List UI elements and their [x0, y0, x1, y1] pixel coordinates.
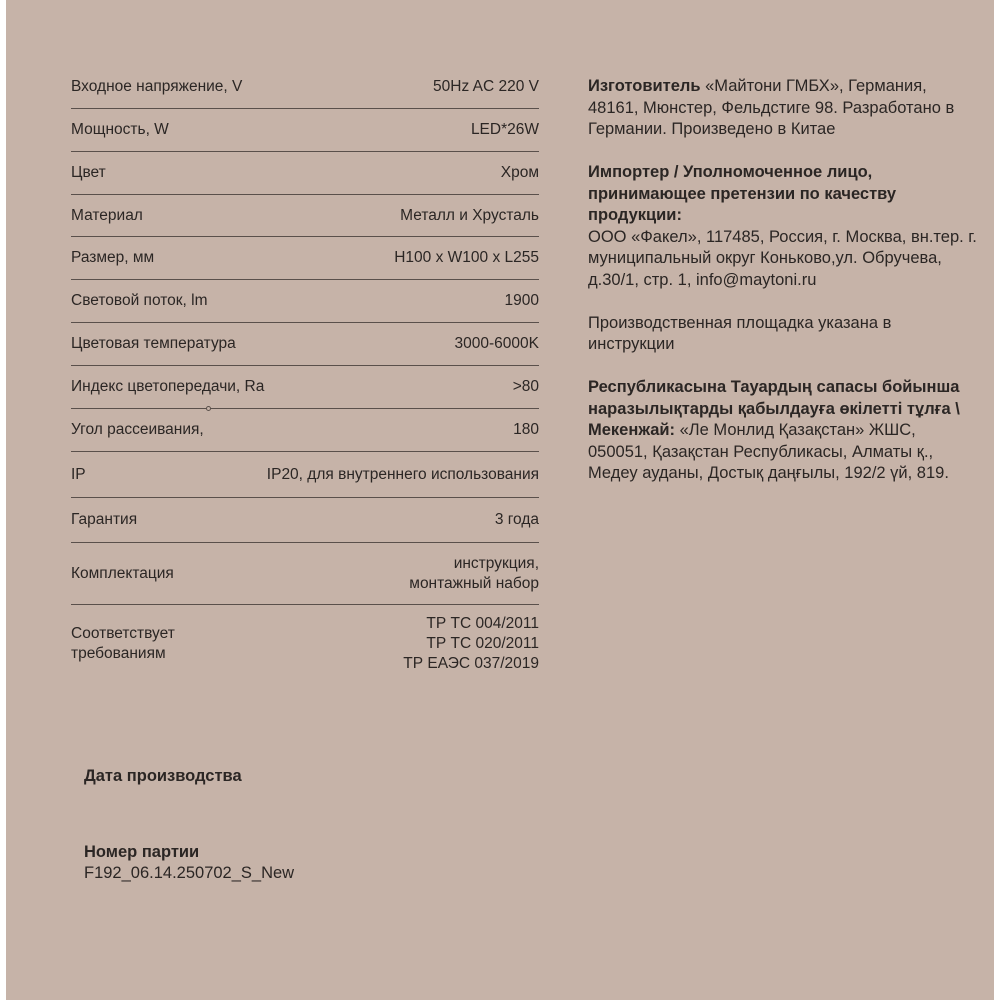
- spec-value: >80: [512, 378, 539, 395]
- spec-row-voltage: [71, 66, 539, 109]
- production-site-note: Производственная площадка указана в инструкции: [588, 313, 892, 353]
- manufacturer-block: [588, 76, 978, 141]
- spec-row-color: [71, 152, 539, 195]
- spec-label: Цвет: [71, 164, 106, 181]
- spec-value: 3000-6000K: [454, 335, 539, 352]
- kazakhstan-label: Республикасына Тауардың сапасы бойынша наразылықтарды қабылдауға өкілетті тұлға \ Мекенжай:: [588, 378, 960, 439]
- spec-label: Материал: [71, 206, 143, 224]
- spec-row-material: [71, 195, 539, 237]
- spec-label: Гарантия: [71, 511, 138, 528]
- spec-value: 1900: [504, 292, 539, 309]
- spec-label: Входное напряжение, V: [71, 78, 243, 95]
- spec-row-size: [71, 237, 539, 280]
- spec-value: IP20, для внутреннего использования: [266, 465, 539, 483]
- spec-value: Хром: [500, 164, 539, 181]
- spec-value: LED*26W: [470, 121, 539, 138]
- spec-row-cri: [71, 366, 539, 409]
- spec-label: Мощность, W: [71, 121, 169, 138]
- spec-label: Цветовая температура: [71, 335, 236, 352]
- spec-value: 180: [513, 421, 539, 438]
- spec-label: Угол рассеивания,: [71, 421, 204, 438]
- spec-label: IP: [71, 465, 86, 483]
- importer-label: Импортер / Уполномоченное лицо, принимающее претензии по качеству продукции:: [588, 163, 897, 224]
- spec-label: Размер, мм: [71, 249, 155, 266]
- kazakhstan-text: «Ле Монлид Қазақстан» ЖШС, 050051, Қазақстан Республикасы, Алматы қ., Медеу ауданы, Достық даңғылы, 192/2 үй, 819.: [588, 421, 949, 482]
- spec-row-power: [71, 109, 539, 152]
- batch-block: [84, 842, 294, 884]
- spec-row-warranty: [71, 498, 539, 543]
- spec-value: H100 x W100 x L255: [394, 249, 539, 266]
- info-column: [588, 76, 978, 506]
- batch-number: F192_06.14.250702_S_New: [84, 864, 295, 882]
- spec-row-beam-angle: [71, 409, 539, 452]
- production-date-title: Дата производства: [84, 767, 242, 785]
- spec-row-ip: [71, 452, 539, 498]
- batch-title: Номер партии: [84, 843, 200, 861]
- importer-text: ООО «Факел», 117485, Россия, г. Москва, вн.тер. г. муниципальный округ Коньково,ул. Обручева, д.30/1, стр. 1, info@maytoni.ru: [588, 227, 977, 289]
- spec-value: инструкция, монтажный набор: [409, 554, 539, 592]
- production-date-block: [84, 766, 242, 787]
- spec-label: Соответствует требованиям: [71, 625, 175, 662]
- spec-label: Световой поток, lm: [71, 292, 208, 309]
- spec-value: 3 года: [494, 511, 539, 528]
- spec-card: [6, 0, 994, 1000]
- spec-table: [71, 66, 539, 683]
- kazakhstan-block: [588, 377, 978, 485]
- spec-value: 50Hz AC 220 V: [433, 78, 539, 95]
- divider-dot: [206, 406, 211, 411]
- importer-block: [588, 162, 978, 291]
- spec-value: Металл и Хрусталь: [400, 206, 539, 224]
- spec-value: ТР ТС 004/2011 ТР ТС 020/2011 ТР ЕАЭС 037/2019: [403, 615, 539, 672]
- manufacturer-text: «Майтони ГМБХ», Германия, 48161, Мюнстер, Фельдстиге 98. Разработано в Германии. Произведено в Китае: [588, 77, 955, 138]
- manufacturer-label: Изготовитель: [588, 77, 701, 95]
- spec-label: Индекс цветопередачи, Ra: [71, 378, 265, 395]
- spec-row-lumen: [71, 280, 539, 323]
- spec-row-color-temp: [71, 323, 539, 366]
- spec-label: Комплектация: [71, 564, 174, 582]
- spec-row-package: [71, 543, 539, 605]
- spec-row-compliance: [71, 605, 539, 683]
